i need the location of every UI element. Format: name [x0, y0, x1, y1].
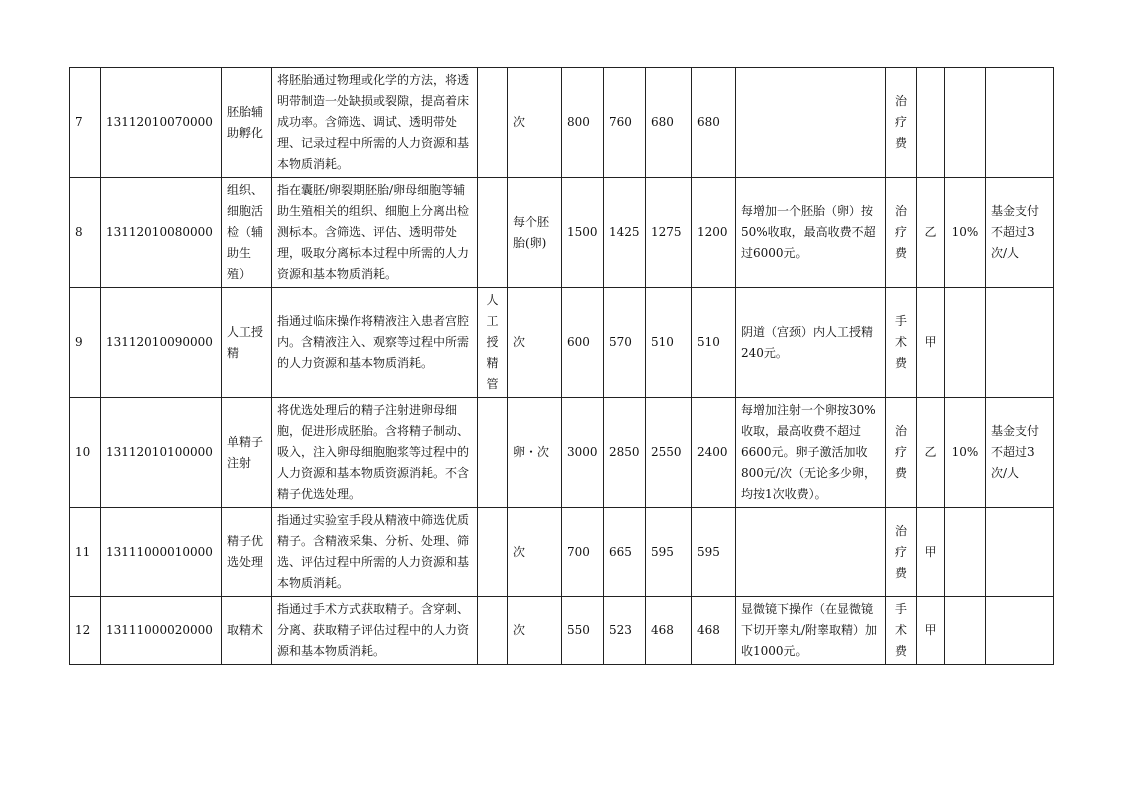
row-number: 11	[70, 508, 101, 597]
fee-category: 治疗费	[886, 508, 917, 597]
price-level-3: 1275	[646, 178, 692, 288]
project-name: 取精术	[222, 597, 272, 665]
excluded-items	[478, 508, 508, 597]
price-level-1: 1500	[562, 178, 604, 288]
pricing-note: 每增加一个胚胎（卵）按50%收取，最高收费不超过6000元。	[736, 178, 886, 288]
project-content: 指在囊胚/卵裂期胚胎/卵母细胞等辅助生殖相关的组织、细胞上分离出检测标本。含筛选、评估、透明带处理，吸取分离标本过程中所需的人力资源和基本物质消耗。	[272, 178, 478, 288]
remark: 基金支付不超过3次/人	[986, 178, 1054, 288]
price-level-4: 680	[692, 68, 736, 178]
project-content: 指通过手术方式获取精子。含穿刺、分离、获取精子评估过程中的人力资源和基本物质消耗。	[272, 597, 478, 665]
price-level-2: 523	[604, 597, 646, 665]
row-number: 7	[70, 68, 101, 178]
pricing-unit: 次	[508, 508, 562, 597]
insurance-class	[917, 68, 945, 178]
price-level-4: 2400	[692, 398, 736, 508]
price-level-1: 3000	[562, 398, 604, 508]
self-pay-ratio	[945, 597, 986, 665]
excluded-items	[478, 68, 508, 178]
project-content: 指通过实验室手段从精液中筛选优质精子。含精液采集、分析、处理、筛选、评估过程中所需的人力资源和基本物质消耗。	[272, 508, 478, 597]
project-code: 13112010090000	[101, 288, 222, 398]
insurance-class: 乙	[917, 178, 945, 288]
table-row	[70, 68, 1054, 178]
project-name: 人工授精	[222, 288, 272, 398]
price-level-2: 760	[604, 68, 646, 178]
price-level-4: 595	[692, 508, 736, 597]
pricing-note	[736, 508, 886, 597]
table-row	[70, 288, 1054, 398]
row-number: 10	[70, 398, 101, 508]
price-level-3: 680	[646, 68, 692, 178]
price-level-1: 700	[562, 508, 604, 597]
project-content: 指通过临床操作将精液注入患者宫腔内。含精液注入、观察等过程中所需的人力资源和基本物质消耗。	[272, 288, 478, 398]
remark	[986, 68, 1054, 178]
self-pay-ratio: 10%	[945, 398, 986, 508]
project-code: 13111000010000	[101, 508, 222, 597]
price-level-2: 570	[604, 288, 646, 398]
price-level-4: 468	[692, 597, 736, 665]
table-row	[70, 398, 1054, 508]
table-row	[70, 508, 1054, 597]
remark: 基金支付不超过3次/人	[986, 398, 1054, 508]
insurance-class: 甲	[917, 597, 945, 665]
pricing-unit: 每个胚胎(卵)	[508, 178, 562, 288]
project-code: 13111000020000	[101, 597, 222, 665]
self-pay-ratio: 10%	[945, 178, 986, 288]
price-level-2: 665	[604, 508, 646, 597]
pricing-note	[736, 68, 886, 178]
price-level-2: 1425	[604, 178, 646, 288]
excluded-items	[478, 178, 508, 288]
price-level-3: 595	[646, 508, 692, 597]
project-name: 组织、细胞活检（辅助生殖）	[222, 178, 272, 288]
insurance-class: 甲	[917, 288, 945, 398]
price-level-1: 800	[562, 68, 604, 178]
row-number: 8	[70, 178, 101, 288]
insurance-class: 甲	[917, 508, 945, 597]
fee-schedule-table	[69, 67, 1054, 665]
price-level-2: 2850	[604, 398, 646, 508]
pricing-unit: 次	[508, 597, 562, 665]
price-level-1: 550	[562, 597, 604, 665]
project-code: 13112010070000	[101, 68, 222, 178]
project-code: 13112010100000	[101, 398, 222, 508]
project-name: 精子优选处理	[222, 508, 272, 597]
pricing-unit: 次	[508, 68, 562, 178]
pricing-note: 每增加注射一个卵按30%收取，最高收费不超过6600元。卵子激活加收800元/次（无论多少卵，均按1次收费）。	[736, 398, 886, 508]
fee-category: 治疗费	[886, 178, 917, 288]
price-level-3: 510	[646, 288, 692, 398]
table-row	[70, 597, 1054, 665]
pricing-unit: 卵・次	[508, 398, 562, 508]
table-row	[70, 178, 1054, 288]
remark	[986, 288, 1054, 398]
fee-category: 治疗费	[886, 398, 917, 508]
self-pay-ratio	[945, 288, 986, 398]
excluded-items	[478, 398, 508, 508]
pricing-unit: 次	[508, 288, 562, 398]
row-number: 9	[70, 288, 101, 398]
project-code: 13112010080000	[101, 178, 222, 288]
insurance-class: 乙	[917, 398, 945, 508]
row-number: 12	[70, 597, 101, 665]
pricing-note: 显微镜下操作（在显微镜下切开睾丸/附睾取精）加收1000元。	[736, 597, 886, 665]
price-level-3: 2550	[646, 398, 692, 508]
self-pay-ratio	[945, 508, 986, 597]
excluded-items: 人工授精管	[478, 288, 508, 398]
self-pay-ratio	[945, 68, 986, 178]
project-content: 将优选处理后的精子注射进卵母细胞，促进形成胚胎。含将精子制动、吸入，注入卵母细胞胞浆等过程中的人力资源和基本物质资源消耗。不含精子优选处理。	[272, 398, 478, 508]
price-level-4: 510	[692, 288, 736, 398]
price-level-3: 468	[646, 597, 692, 665]
fee-category: 手术费	[886, 597, 917, 665]
excluded-items	[478, 597, 508, 665]
remark	[986, 597, 1054, 665]
project-name: 单精子注射	[222, 398, 272, 508]
pricing-note: 阴道（宫颈）内人工授精240元。	[736, 288, 886, 398]
project-name: 胚胎辅助孵化	[222, 68, 272, 178]
fee-category: 手术费	[886, 288, 917, 398]
price-level-4: 1200	[692, 178, 736, 288]
remark	[986, 508, 1054, 597]
price-level-1: 600	[562, 288, 604, 398]
fee-category: 治疗费	[886, 68, 917, 178]
project-content: 将胚胎通过物理或化学的方法，将透明带制造一处缺损或裂隙，提高着床成功率。含筛选、调试、透明带处理、记录过程中所需的人力资源和基本物质消耗。	[272, 68, 478, 178]
